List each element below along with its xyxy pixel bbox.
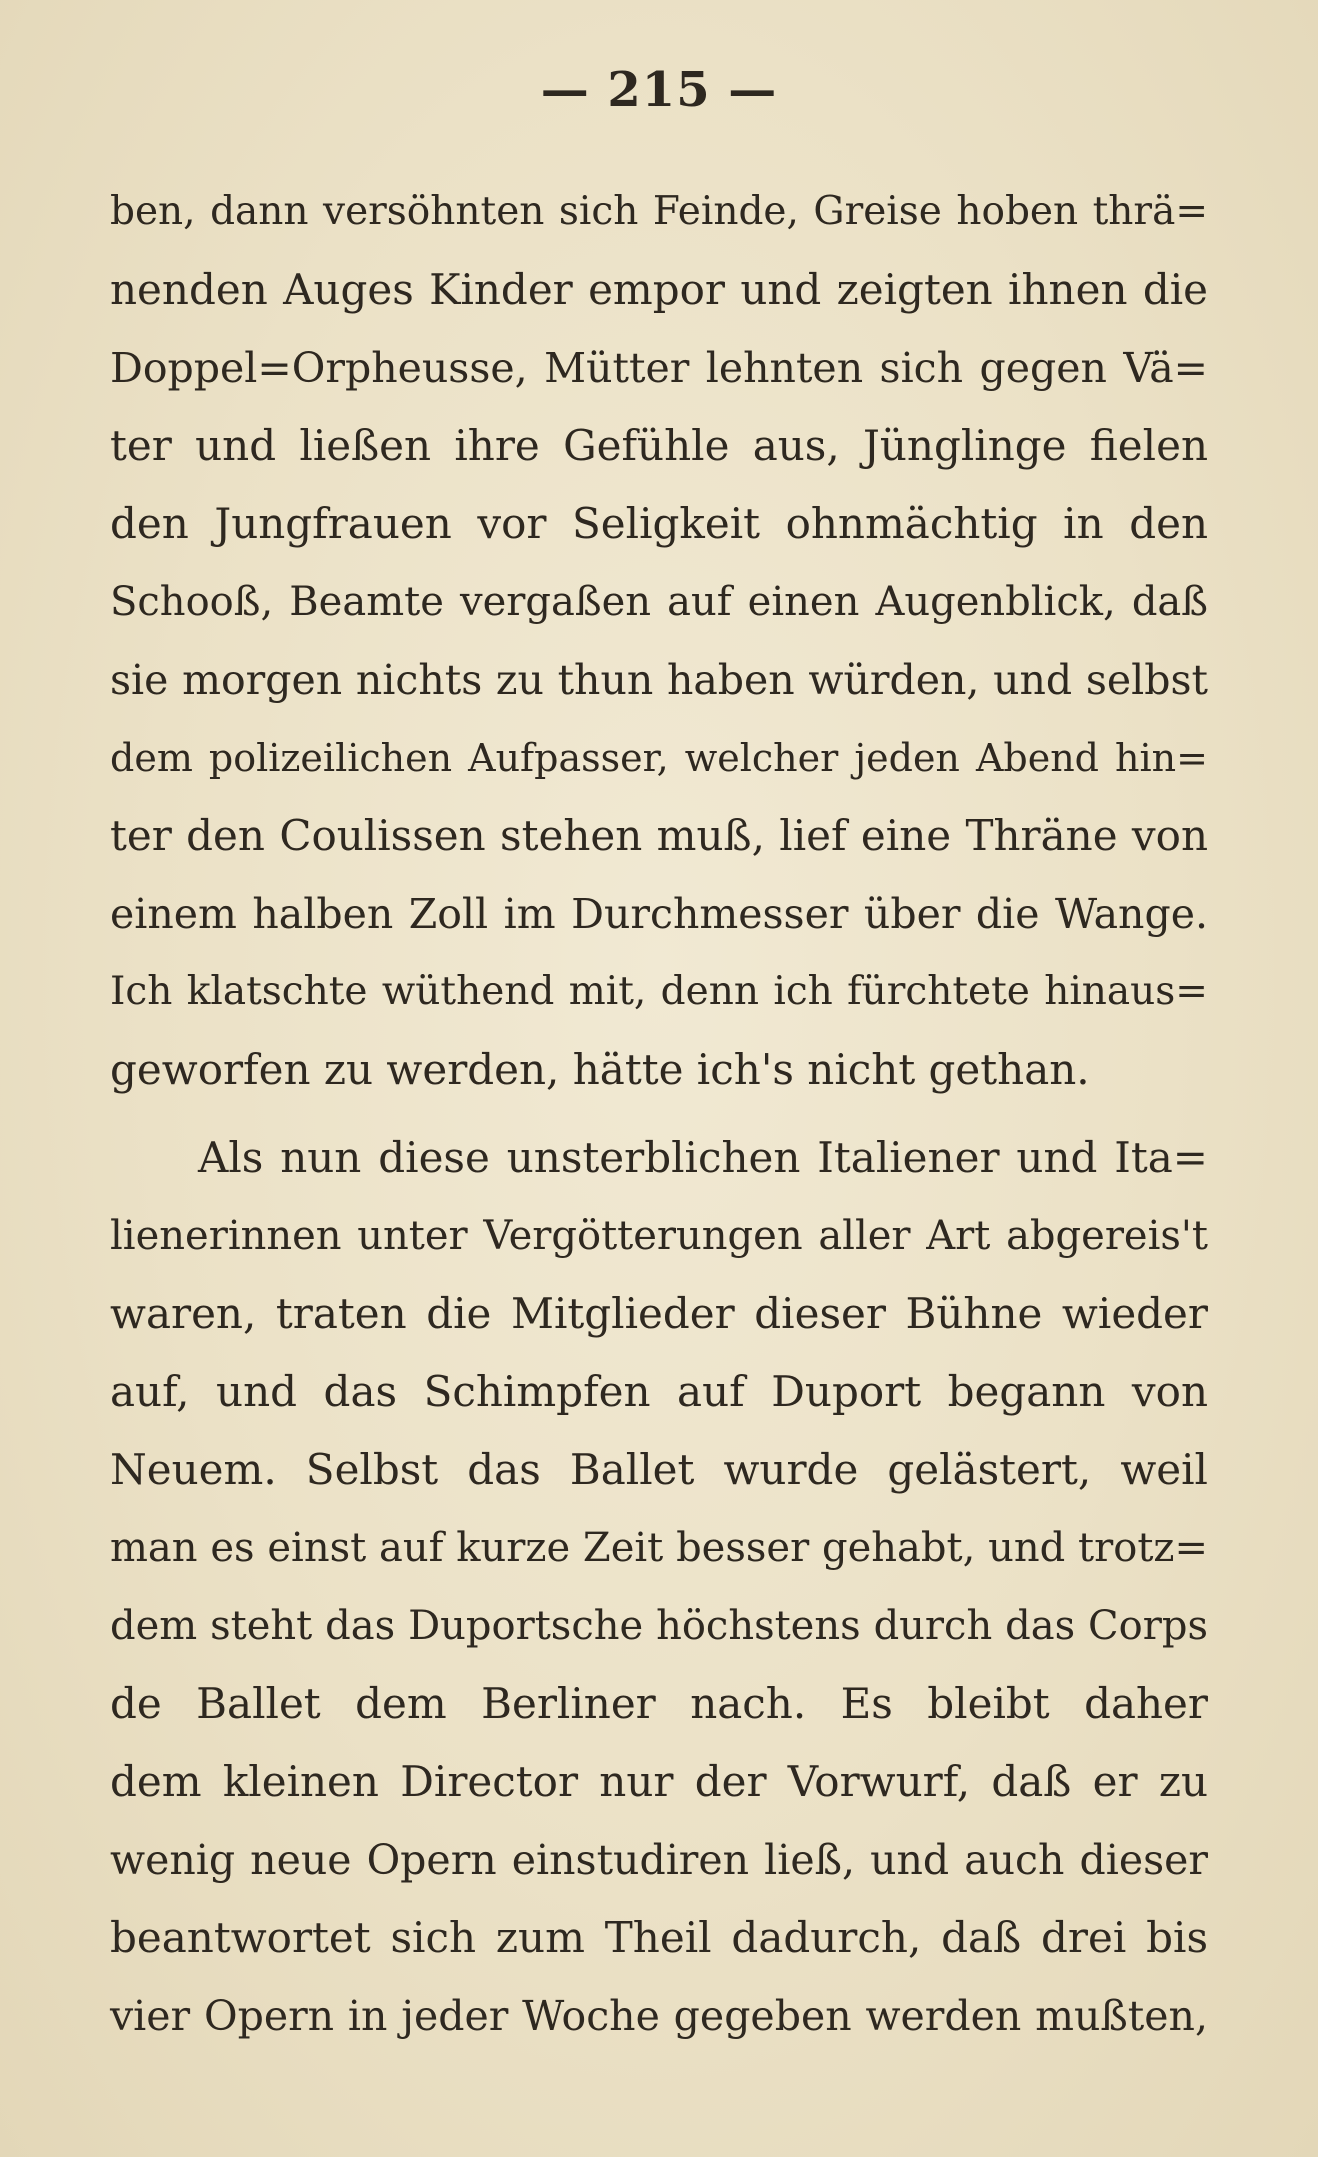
text-line-14: lienerinnen unter Vergötterungen aller Art abgereis't — [110, 1213, 1208, 1259]
text-line-17: Neuem. Selbst das Ballet wurde gelästert, weil — [110, 1445, 1208, 1494]
text-line-1: ben, dann versöhnten sich Feinde, Greise hoben thrä= — [110, 189, 1208, 234]
text-line-21: dem kleinen Director nur der Vorwurf, daß er zu — [110, 1757, 1208, 1806]
text-line-5: den Jungfrauen vor Seligkeit ohnmächtig in den — [110, 499, 1208, 548]
text-line-9: ter den Coulissen stehen muß, lief eine Thräne von — [110, 811, 1208, 860]
text-line-2: nenden Auges Kinder empor und zeigten ihnen die — [110, 265, 1208, 314]
text-line-23: beantwortet sich zum Theil dadurch, daß drei bis — [110, 1913, 1208, 1962]
text-line-12: geworfen zu werden, hätte ich's nicht gethan. — [110, 1045, 1090, 1094]
text-line-11: Ich klatschte wüthend mit, denn ich fürchtete hinaus= — [110, 969, 1208, 1014]
text-line-13: Als nun diese unsterblichen Italiener und Ita= — [198, 1133, 1208, 1182]
text-line-15: waren, traten die Mitglieder dieser Bühne wieder — [110, 1289, 1208, 1338]
page-number: — 215 — — [540, 62, 778, 118]
text-line-3: Doppel=Orpheusse, Mütter lehnten sich gegen Vä= — [110, 344, 1208, 392]
text-line-24: vier Opern in jeder Woche gegeben werden mußten, — [110, 1992, 1208, 2040]
text-line-22: wenig neue Opern einstudiren ließ, und auch dieser — [110, 1836, 1208, 1884]
text-line-10: einem halben Zoll im Durchmesser über die Wange. — [110, 890, 1208, 938]
text-line-20: de Ballet dem Berliner nach. Es bleibt daher — [110, 1679, 1208, 1728]
text-line-7: sie morgen nichts zu thun haben würden, und selbst — [110, 656, 1208, 704]
text-line-8: dem polizeilichen Aufpasser, welcher jeden Abend hin= — [110, 736, 1208, 780]
text-line-18: man es einst auf kurze Zeit besser gehabt, und trotz= — [110, 1525, 1208, 1571]
text-line-4: ter und ließen ihre Gefühle aus, Jünglinge fielen — [110, 421, 1208, 470]
text-line-19: dem steht das Duportsche höchstens durch das Corps — [110, 1603, 1208, 1649]
text-line-16: auf, und das Schimpfen auf Duport begann von — [110, 1367, 1208, 1416]
text-line-6: Schooß, Beamte vergaßen auf einen Augenblick, daß — [110, 579, 1208, 625]
